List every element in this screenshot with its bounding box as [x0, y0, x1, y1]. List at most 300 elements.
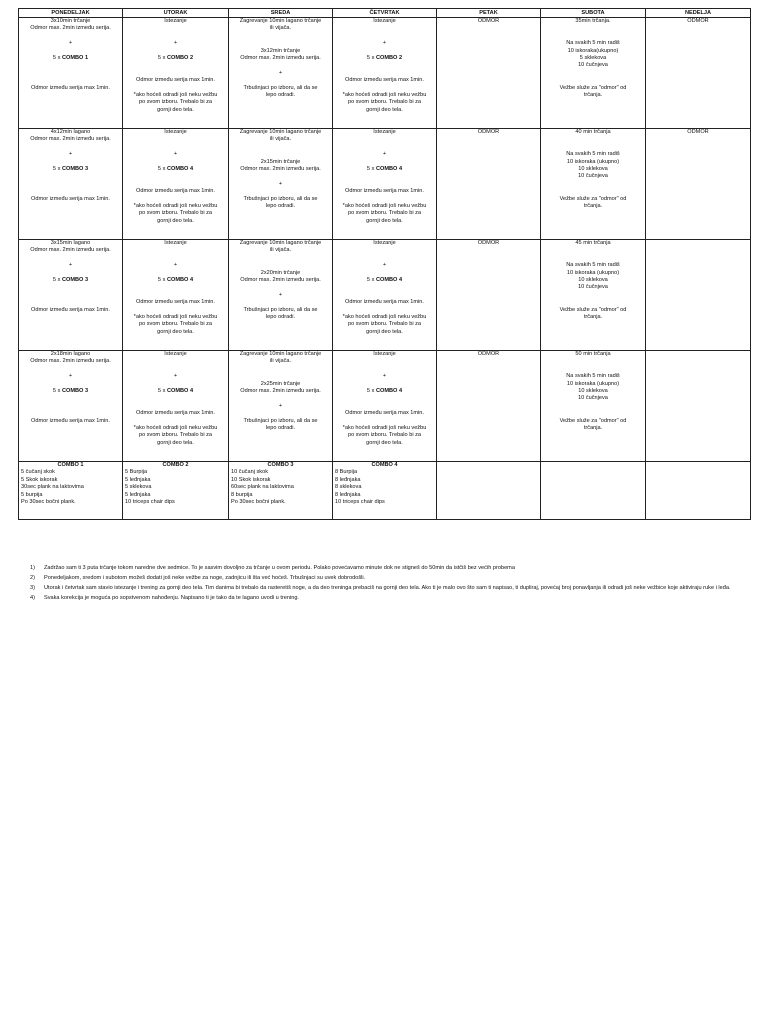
cell-line: Istezanje — [164, 129, 187, 135]
cell-line — [231, 395, 330, 402]
cell-line: 5 x COMBO 4 — [157, 387, 194, 394]
cell-line: Odmor max. 2min između serija. — [30, 136, 111, 143]
cell-line — [231, 188, 330, 195]
cell-line: Trbušnjaci po izboru, ali da se — [243, 417, 318, 424]
cell-line: Odmor max. 2min između serija. — [240, 165, 321, 172]
cell-line: *ako hoćeš odradi još neku vežbu — [133, 424, 218, 431]
cell-line: 10 iskoraka(ukupno) — [567, 47, 619, 54]
cell-line: 10 čučnjeva — [578, 173, 608, 180]
note-text: Utorak i četvrtak sam stavio istezanje i trening za gornji deo tela. Tim danima bi trebalo da rasteretiš noge, a da deo treninga prebaciš na gornji deo tela. Ako ti je malo ovo što sam ti napisao, ti dupliraj, povećaj broj ponavljanja ili odradi još neke vežbice koje aktiviraju ruke i leđa. — [44, 585, 731, 592]
cell-line: Odmor max. 2min između serija. — [30, 358, 111, 365]
cell-line: + — [382, 373, 387, 380]
cell-line — [335, 418, 434, 425]
cell-line: Odmor između serija max 1min. — [31, 417, 110, 424]
combo-item: 30sec plank na laktovima — [21, 484, 84, 491]
cell-line — [21, 144, 120, 151]
cell-line: 3x10min trčanje — [50, 18, 91, 24]
cell-line: trčanja. — [583, 424, 603, 431]
cell-line: Zagrevanje 10min lagano trčanje — [239, 240, 322, 246]
combo-item: 5 Skok iskorak — [21, 476, 58, 483]
cell-line — [21, 270, 120, 277]
cell-line — [543, 181, 643, 188]
combo-title: COMBO 4 — [371, 462, 398, 468]
day-cell-tue — [123, 18, 229, 129]
combo-item: 10 triceps chair dips — [335, 498, 385, 505]
cell-line: 5 x COMBO 4 — [366, 387, 403, 394]
cell-line: Vežbe služe za "odmor" od — [559, 306, 627, 313]
cell-line: Istezanje — [164, 240, 187, 246]
cell-line: ODMOR — [687, 18, 709, 24]
cell-line: po svom izboru. Trebalo bi za — [138, 321, 213, 328]
cell-line — [21, 292, 120, 299]
cell-line: *ako hoćeš odradi još neku vežbu — [342, 313, 427, 320]
combo-item: 8 Burpija — [335, 469, 358, 476]
cell-line: + — [68, 373, 73, 380]
cell-line — [21, 181, 120, 188]
cell-line — [125, 284, 226, 291]
combo-title: COMBO 2 — [162, 462, 189, 468]
cell-line — [21, 366, 120, 373]
cell-line — [543, 144, 643, 151]
cell-line — [335, 136, 434, 143]
cell-line: *ako hoćeš odradi još neku vežbu — [342, 424, 427, 431]
cell-line: po svom izboru. Trebalo bi za — [138, 432, 213, 439]
day-cell-wed — [229, 129, 333, 240]
cell-line — [125, 270, 226, 277]
cell-line — [21, 77, 120, 84]
cell-line: 10 sklekova — [578, 276, 608, 283]
cell-line: Odmor između serija max 1min. — [31, 195, 110, 202]
combo-item: 10 Skok iskorak — [231, 476, 271, 483]
day-cell-fri — [437, 240, 541, 351]
cell-line: ODMOR — [477, 18, 500, 24]
cell-line: 5 x COMBO 2 — [366, 54, 403, 61]
cell-line: *ako hoćeš odradi još neku vežbu — [342, 202, 427, 209]
combo-item: 5 čučanj skok — [21, 469, 55, 476]
cell-line: 50 min trčanja — [575, 351, 611, 357]
cell-line: Odmor između serija max 1min. — [345, 410, 424, 417]
note-text: Svaka korekcija je moguća po sopstvenom nahođenju. Napisano ti je tako da te lagano uvodi u trening. — [44, 595, 299, 602]
cell-line — [543, 366, 643, 373]
cell-line — [335, 366, 434, 373]
cell-line — [21, 403, 120, 410]
cell-line — [231, 151, 330, 158]
cell-line: 10 čučnjeva — [578, 62, 608, 69]
cell-line — [543, 33, 643, 40]
cell-line: + — [68, 151, 73, 158]
cell-line: 10 iskoraka (ukupno) — [566, 269, 620, 276]
combo-title: COMBO 1 — [57, 462, 84, 468]
cell-line: Istezanje — [373, 129, 396, 135]
cell-line: 10 iskoraka (ukupno) — [566, 158, 620, 165]
combo-item: 8 burpija — [231, 491, 253, 498]
cell-line — [21, 173, 120, 180]
cell-line: 5 sklekova — [579, 54, 607, 61]
cell-line — [231, 284, 330, 291]
cell-line: Odmor max. 2min između serija. — [240, 276, 321, 283]
cell-line: + — [278, 180, 283, 187]
cell-line: 10 čučnjeva — [578, 395, 608, 402]
cell-line — [231, 299, 330, 306]
col-header-ponedeljak: PONEDELJAK — [19, 9, 123, 18]
cell-line: gornji deo tela. — [366, 106, 403, 113]
cell-line: Vežbe služe za "odmor" od — [559, 84, 627, 91]
combo-cell — [333, 462, 437, 520]
cell-line — [21, 70, 120, 77]
cell-line — [125, 395, 226, 402]
cell-line: Odmor između serija max 1min. — [345, 77, 424, 84]
day-cell-tue — [123, 129, 229, 240]
cell-line: gornji deo tela. — [157, 439, 194, 446]
cell-line: ili vijača. — [269, 25, 292, 32]
cell-line — [231, 173, 330, 180]
note-number: 2) — [30, 575, 35, 582]
cell-line: + — [278, 402, 283, 409]
cell-line: 5 x COMBO 2 — [157, 54, 194, 61]
cell-line: Istezanje — [373, 18, 396, 24]
cell-line: ODMOR — [687, 129, 709, 135]
cell-line — [125, 70, 226, 77]
combo-item: 5 Burpija — [125, 469, 148, 476]
cell-line — [231, 62, 330, 69]
cell-line: Odmor između serija max 1min. — [31, 306, 110, 313]
week-row — [19, 240, 751, 351]
cell-line: Vežbe služe za "odmor" od — [559, 417, 627, 424]
cell-line: 2x20min trčanje — [260, 269, 301, 276]
week-row — [19, 129, 751, 240]
combo-item: 5 sklekova — [125, 484, 152, 491]
empty-cell — [541, 462, 646, 520]
day-cell-thu — [333, 129, 437, 240]
cell-line — [543, 299, 643, 306]
cell-line: po svom izboru. Trebalo bi za — [347, 321, 422, 328]
cell-line: + — [382, 151, 387, 158]
cell-line: Na svakih 5 min radiš — [566, 262, 620, 269]
cell-line: 5 x COMBO 4 — [157, 276, 194, 283]
cell-line — [335, 284, 434, 291]
cell-line: lepo odradi. — [265, 424, 296, 431]
combo-row — [19, 462, 751, 520]
cell-line: Istezanje — [164, 18, 187, 24]
cell-line: Odmor između serija max 1min. — [345, 188, 424, 195]
day-cell-sun — [646, 129, 751, 240]
cell-line: Istezanje — [164, 351, 187, 357]
cell-line: + — [173, 40, 178, 47]
cell-line: *ako hoćeš odradi još neku vežbu — [133, 91, 218, 98]
cell-line — [543, 25, 643, 32]
cell-line: Trbušnjaci po izboru, ali da se — [243, 306, 318, 313]
day-cell-thu — [333, 18, 437, 129]
combo-item: 8 leđnjaka — [335, 476, 361, 483]
day-cell-mon — [19, 129, 123, 240]
cell-line: *ako hoćeš odradi još neku vežbu — [342, 91, 427, 98]
cell-line: Zagrevanje 10min lagano trčanje — [239, 351, 322, 357]
cell-line: 3x12min trčanje — [260, 47, 301, 54]
cell-line — [125, 418, 226, 425]
cell-line — [231, 373, 330, 380]
cell-line: + — [68, 40, 73, 47]
combo-item: 5 leđnjaka — [125, 476, 151, 483]
cell-line — [231, 40, 330, 47]
cell-line — [335, 307, 434, 314]
weekly-plan-table — [18, 8, 751, 520]
day-cell-sat — [541, 18, 646, 129]
cell-line: 5 x COMBO 4 — [366, 276, 403, 283]
cell-line: ili vijača. — [269, 247, 292, 254]
cell-line — [125, 292, 226, 299]
cell-line — [543, 292, 643, 299]
cell-line: + — [382, 262, 387, 269]
cell-line — [125, 358, 226, 365]
cell-line: Istezanje — [373, 240, 396, 246]
combo-item: 10 triceps chair dips — [125, 498, 175, 505]
empty-cell — [437, 462, 541, 520]
cell-line: Odmor između serija max 1min. — [136, 77, 215, 84]
cell-line: po svom izboru. Trebalo bi za — [138, 99, 213, 106]
cell-line — [21, 395, 120, 402]
cell-line — [335, 270, 434, 277]
cell-line: Trbušnjaci po izboru, ali da se — [243, 84, 318, 91]
cell-line: 5 x COMBO 3 — [52, 165, 89, 172]
cell-line: + — [382, 40, 387, 47]
cell-line — [231, 255, 330, 262]
combo-item: 60sec plank na laktovima — [231, 484, 294, 491]
cell-line — [335, 48, 434, 55]
cell-line: + — [68, 262, 73, 269]
day-cell-mon — [19, 351, 123, 462]
cell-line — [21, 33, 120, 40]
combo-item: 8 sklekova — [335, 484, 362, 491]
cell-line — [543, 136, 643, 143]
cell-line — [125, 25, 226, 32]
day-cell-mon — [19, 18, 123, 129]
combo-item: Po 30sec bočni plank. — [21, 498, 76, 505]
cell-line: Na svakih 5 min radiš — [566, 40, 620, 47]
cell-line — [543, 188, 643, 195]
cell-line: Odmor max. 2min između serija. — [30, 25, 111, 32]
cell-line — [21, 48, 120, 55]
cell-line — [125, 255, 226, 262]
cell-line — [125, 48, 226, 55]
cell-line — [335, 247, 434, 254]
cell-line — [648, 240, 748, 247]
cell-line: 5 x COMBO 4 — [366, 165, 403, 172]
note-text: Zadržao sam ti 3 puta trčanje tokom naredne dve sedmice. To je sasvim dovoljno za trčanje u ovom periodu. Polako povećavamo minute dok ne stigneš do 50min da istčiš bez većih probema — [44, 565, 515, 571]
cell-line: Odmor između serija max 1min. — [136, 188, 215, 195]
cell-line: trčanja. — [583, 202, 603, 209]
cell-line: gornji deo tela. — [366, 217, 403, 224]
plan-body — [19, 18, 751, 520]
cell-line — [125, 381, 226, 388]
cell-line: 2x18min lagano — [50, 351, 91, 357]
cell-line — [125, 247, 226, 254]
combo-cell — [123, 462, 229, 520]
cell-line — [21, 284, 120, 291]
cell-line: Odmor max. 2min između serija. — [240, 387, 321, 394]
note-item — [30, 575, 750, 582]
cell-line: Odmor između serija max 1min. — [136, 410, 215, 417]
day-cell-sun — [646, 18, 751, 129]
cell-line: 3x15min lagano — [50, 240, 91, 246]
cell-line — [125, 159, 226, 166]
day-cell-thu — [333, 240, 437, 351]
note-text: Ponedeljakom, sredom i subotom možeš dodati još neke vežbe za noge, zadnjicu ili šta već hoćeš. Trbušnjaci su uvek dobrodošli. — [44, 575, 366, 582]
cell-line: *ako hoćeš odradi još neku vežbu — [133, 313, 218, 320]
col-header-cetvrtak: ČETVRTAK — [333, 9, 437, 18]
cell-line — [125, 307, 226, 314]
cell-line: 10 sklekova — [578, 165, 608, 172]
cell-line — [125, 181, 226, 188]
cell-line: Istezanje — [373, 351, 396, 357]
day-cell-thu — [333, 351, 437, 462]
combo-cell — [229, 462, 333, 520]
cell-line — [21, 299, 120, 306]
cell-line: ODMOR — [477, 240, 500, 246]
note-number: 1) — [30, 565, 35, 571]
cell-line: 5 x COMBO 4 — [157, 165, 194, 172]
cell-line: 5 x COMBO 3 — [52, 387, 89, 394]
cell-line: + — [278, 291, 283, 298]
cell-line: 10 sklekova — [578, 387, 608, 394]
col-header-nedelja: NEDELJA — [646, 9, 751, 18]
cell-line: ili vijača. — [269, 358, 292, 365]
cell-line — [335, 196, 434, 203]
cell-line: lepo odradi. — [265, 91, 296, 98]
cell-line — [335, 85, 434, 92]
week-row — [19, 351, 751, 462]
cell-line: Odmor max. 2min između serija. — [240, 54, 321, 61]
combo-cell — [19, 462, 123, 520]
cell-line — [231, 33, 330, 40]
cell-line — [21, 381, 120, 388]
day-cell-mon — [19, 240, 123, 351]
cell-line — [125, 196, 226, 203]
day-cell-sat — [541, 351, 646, 462]
cell-line: + — [173, 262, 178, 269]
cell-line: 4x12min lagano — [50, 129, 91, 135]
cell-line — [543, 403, 643, 410]
note-item — [30, 585, 750, 592]
week-row — [19, 18, 751, 129]
cell-line — [21, 255, 120, 262]
day-cell-sun — [646, 351, 751, 462]
cell-line — [125, 33, 226, 40]
col-header-subota: SUBOTA — [541, 9, 646, 18]
cell-line — [125, 366, 226, 373]
cell-line — [231, 410, 330, 417]
cell-line: Trbušnjaci po izboru, ali da se — [243, 195, 318, 202]
notes-list — [30, 565, 750, 605]
combo-title: COMBO 3 — [267, 462, 294, 468]
cell-line — [125, 136, 226, 143]
cell-line — [335, 358, 434, 365]
cell-line — [335, 173, 434, 180]
cell-line: Zagrevanje 10min lagano trčanje — [239, 18, 322, 24]
combo-item: 5 leđnjaka — [125, 491, 151, 498]
cell-line: 5 x COMBO 1 — [52, 54, 89, 61]
cell-line: 5 x COMBO 3 — [52, 276, 89, 283]
day-cell-wed — [229, 240, 333, 351]
cell-line — [335, 395, 434, 402]
cell-line: + — [173, 151, 178, 158]
cell-line: Vežbe služe za "odmor" od — [559, 195, 627, 202]
header-row — [19, 9, 751, 18]
cell-line: ili vijača. — [269, 136, 292, 143]
cell-line — [21, 62, 120, 69]
cell-line: 2x15min trčanje — [260, 158, 301, 165]
cell-line: + — [173, 373, 178, 380]
cell-line — [335, 25, 434, 32]
cell-line — [335, 70, 434, 77]
cell-line: 10 iskoraka (ukupno) — [566, 380, 620, 387]
cell-line: 35min trčanja. — [575, 18, 611, 24]
combo-item: 10 čučanj skok — [231, 469, 269, 476]
cell-line: Na svakih 5 min radiš — [566, 373, 620, 380]
cell-line — [648, 351, 748, 358]
note-number: 4) — [30, 595, 35, 602]
cell-line — [231, 366, 330, 373]
cell-line — [21, 188, 120, 195]
cell-line: 2x25min trčanje — [260, 380, 301, 387]
cell-line — [335, 62, 434, 69]
cell-line: Odmor između serija max 1min. — [31, 84, 110, 91]
cell-line: 45 min trčanja — [575, 240, 611, 246]
day-cell-wed — [229, 351, 333, 462]
cell-line — [335, 181, 434, 188]
cell-line — [231, 144, 330, 151]
cell-line — [21, 159, 120, 166]
cell-line — [543, 247, 643, 254]
cell-line: trčanja. — [583, 313, 603, 320]
cell-line: Odmor između serija max 1min. — [136, 299, 215, 306]
cell-line: po svom izboru. Trebalo bi za — [347, 432, 422, 439]
cell-line — [335, 33, 434, 40]
day-cell-tue — [123, 240, 229, 351]
cell-line: po svom izboru. Trebalo bi za — [347, 99, 422, 106]
cell-line: po svom izboru. Trebalo bi za — [347, 210, 422, 217]
day-cell-wed — [229, 18, 333, 129]
day-cell-tue — [123, 351, 229, 462]
cell-line: ODMOR — [477, 351, 500, 357]
cell-line — [125, 144, 226, 151]
day-cell-sun — [646, 240, 751, 351]
cell-line: + — [278, 69, 283, 76]
cell-line: gornji deo tela. — [366, 439, 403, 446]
cell-line: ODMOR — [477, 129, 500, 135]
combo-item: 5 burpija — [21, 491, 43, 498]
cell-line — [335, 292, 434, 299]
cell-line — [125, 62, 226, 69]
cell-line — [543, 77, 643, 84]
cell-line — [21, 410, 120, 417]
note-item — [30, 565, 750, 572]
day-cell-sat — [541, 129, 646, 240]
cell-line: 10 čučnjeva — [578, 284, 608, 291]
combo-item: Po 30sec bočni plank. — [231, 498, 286, 505]
cell-line: po svom izboru. Trebalo bi za — [138, 210, 213, 217]
cell-line — [231, 77, 330, 84]
col-header-sreda: SREDA — [229, 9, 333, 18]
cell-line — [335, 159, 434, 166]
cell-line — [125, 85, 226, 92]
col-header-petak: PETAK — [437, 9, 541, 18]
note-item — [30, 595, 750, 602]
cell-line — [335, 403, 434, 410]
cell-line: 40 min trčanja — [575, 129, 611, 135]
cell-line — [231, 262, 330, 269]
day-cell-fri — [437, 129, 541, 240]
empty-cell — [646, 462, 751, 520]
